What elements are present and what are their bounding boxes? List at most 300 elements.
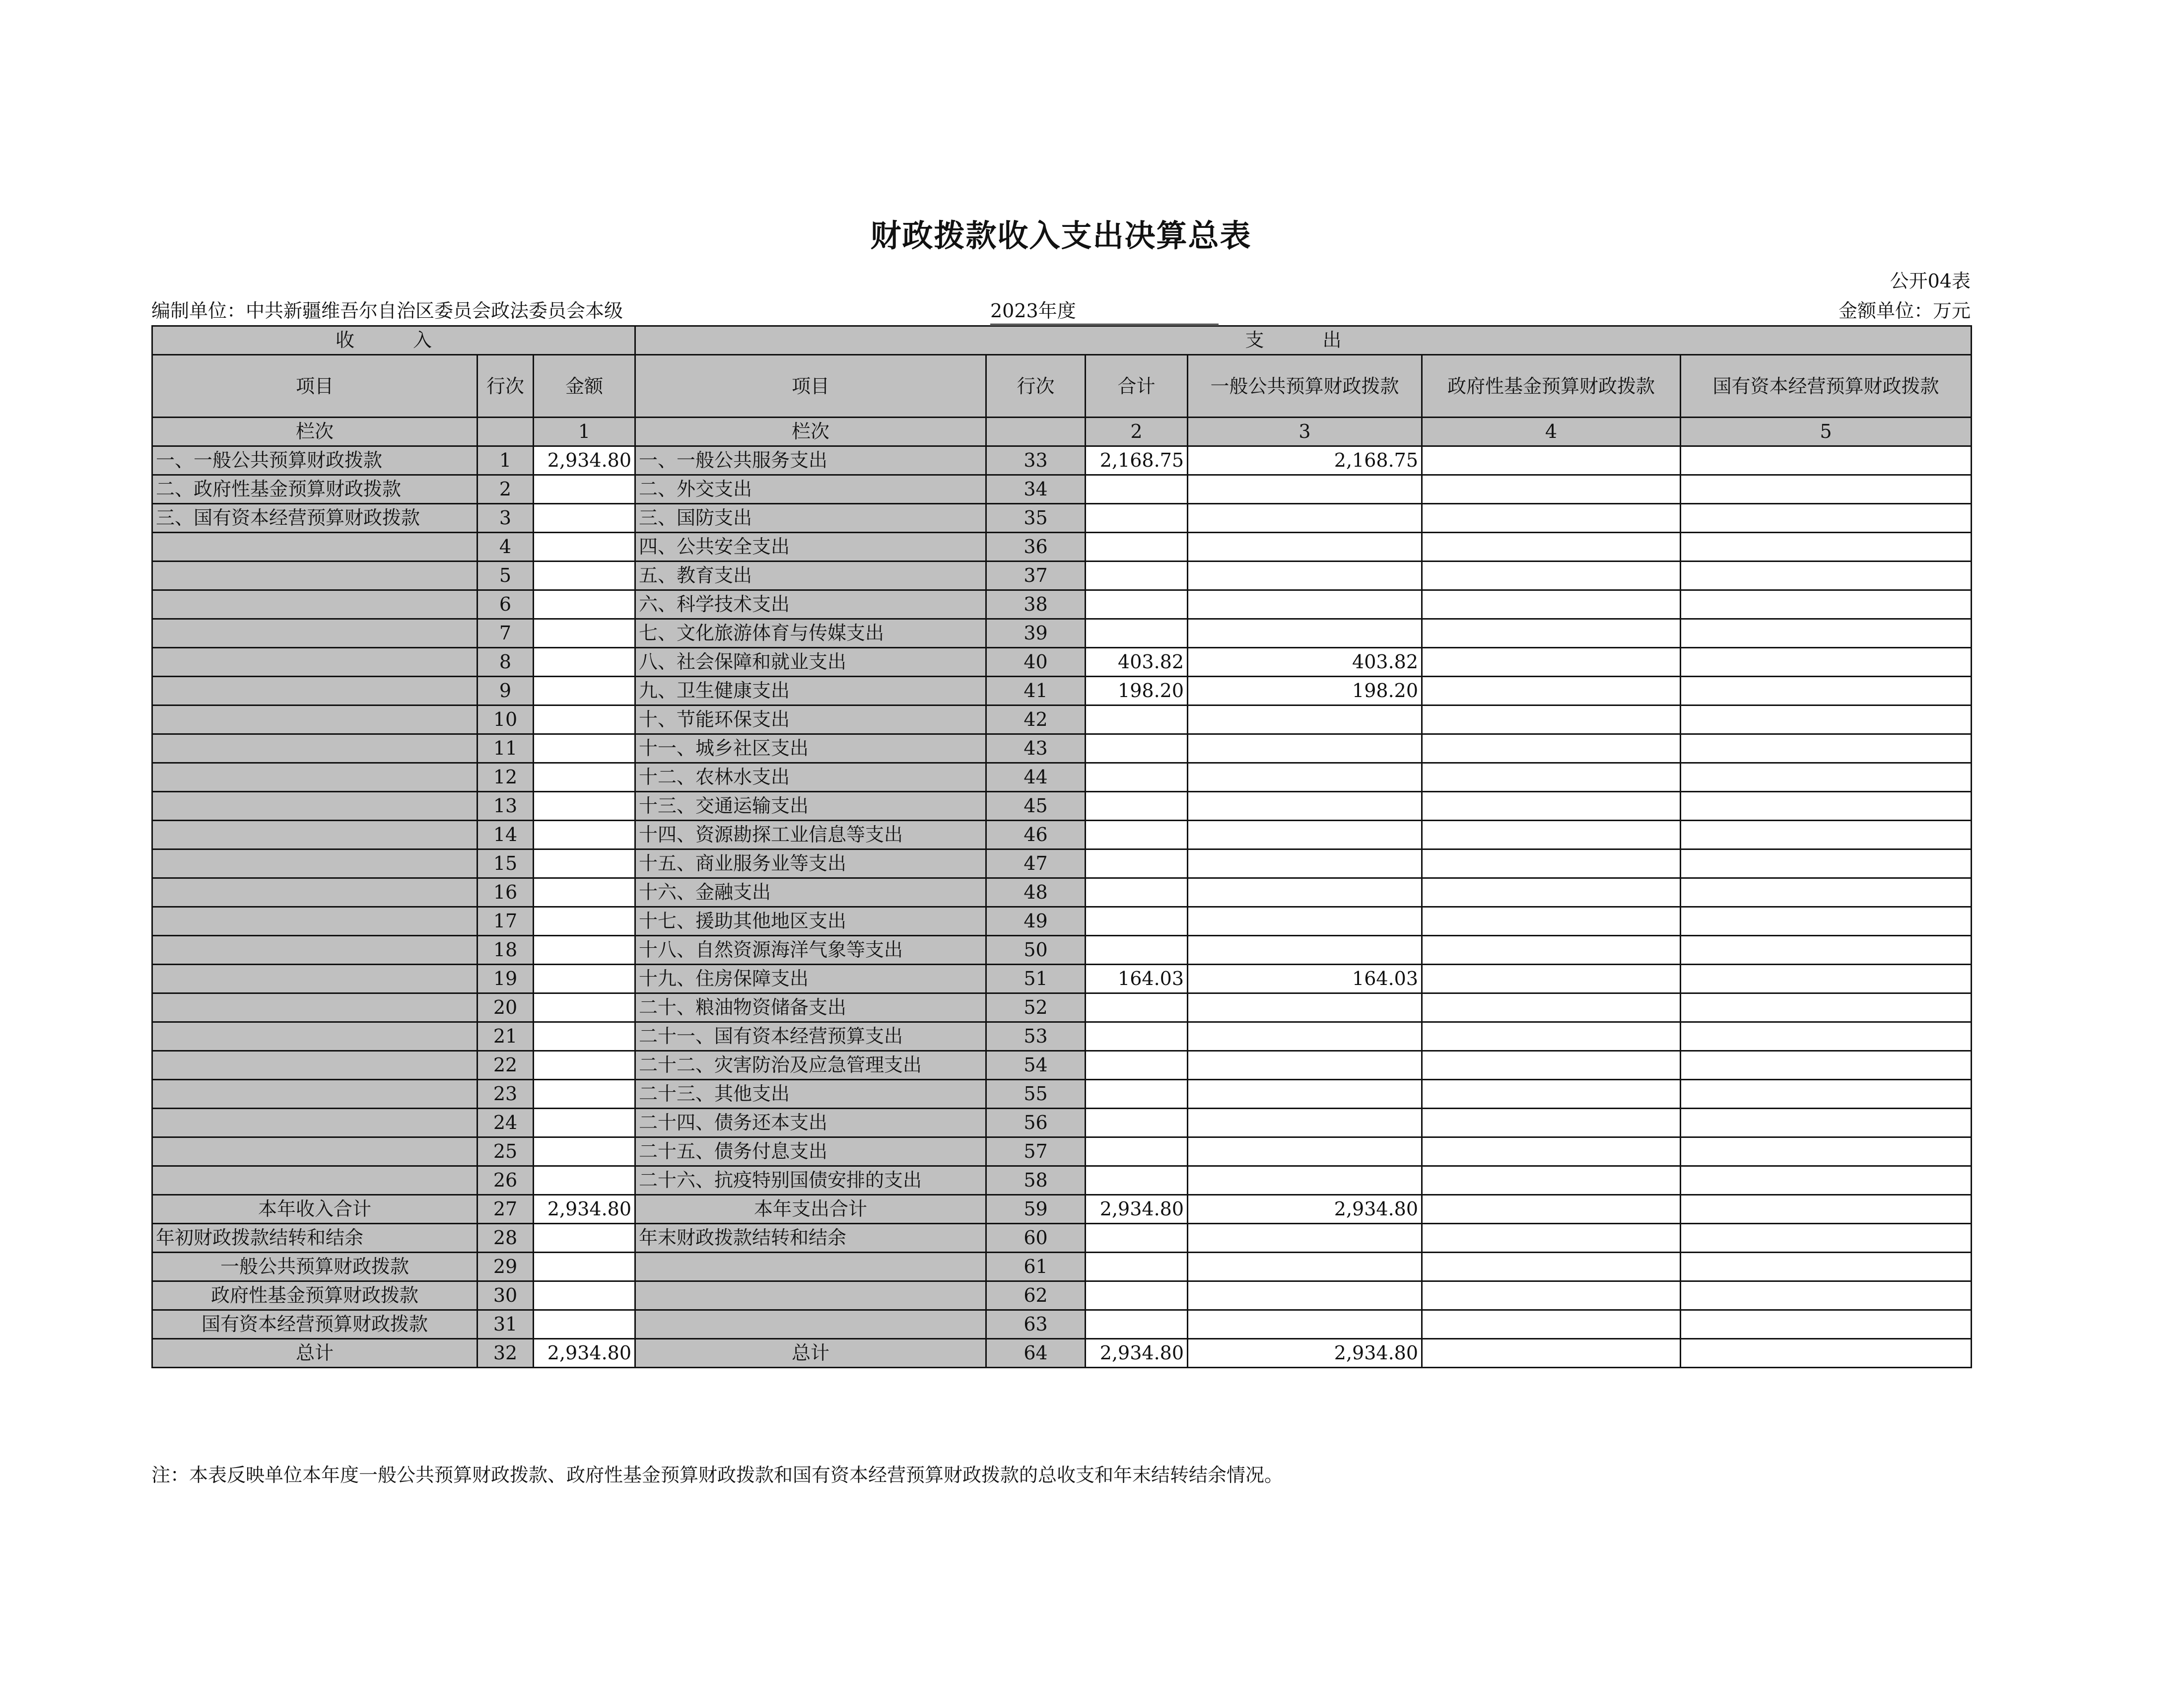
expense-line-no: 45 — [986, 792, 1086, 821]
state-capital-amount — [1681, 821, 1972, 849]
expense-item: 二十二、灾害防治及应急管理支出 — [635, 1051, 986, 1080]
expense-item: 十一、城乡社区支出 — [635, 734, 986, 763]
state-capital-amount — [1681, 936, 1972, 965]
state-capital-amount — [1681, 504, 1972, 533]
table-row — [152, 734, 1972, 763]
state-capital-amount — [1681, 1137, 1972, 1166]
expense-line-no: 37 — [986, 562, 1086, 590]
income-amount — [534, 878, 635, 907]
expense-total — [1086, 1137, 1188, 1166]
income-item — [152, 993, 478, 1022]
expense-line-no: 56 — [986, 1109, 1086, 1137]
expense-total — [1086, 792, 1188, 821]
income-item: 一、一般公共预算财政拨款 — [152, 446, 478, 475]
income-amount — [534, 734, 635, 763]
table-row — [152, 878, 1972, 907]
header-row-group — [152, 326, 1972, 355]
gov-fund-amount — [1422, 1166, 1681, 1195]
gov-fund-amount — [1422, 1224, 1681, 1253]
income-line-no: 26 — [478, 1166, 534, 1195]
income-line-no: 7 — [478, 619, 534, 648]
expense-item: 三、国防支出 — [635, 504, 986, 533]
expense-total — [1086, 1166, 1188, 1195]
table-row — [152, 562, 1972, 590]
expense-total — [1086, 734, 1188, 763]
table-row — [152, 705, 1972, 734]
income-item: 年初财政拨款结转和结余 — [152, 1224, 478, 1253]
income-item — [152, 907, 478, 936]
income-amount — [534, 1137, 635, 1166]
general-budget-amount — [1188, 590, 1422, 619]
general-budget-amount — [1188, 792, 1422, 821]
gov-fund-amount — [1422, 993, 1681, 1022]
gov-fund-amount — [1422, 907, 1681, 936]
expense-line-no: 41 — [986, 677, 1086, 705]
gov-fund-amount — [1422, 705, 1681, 734]
table-row — [152, 504, 1972, 533]
gov-fund-amount — [1422, 1253, 1681, 1281]
expense-line-no: 62 — [986, 1281, 1086, 1310]
income-amount — [534, 965, 635, 993]
expense-line-no: 50 — [986, 936, 1086, 965]
state-capital-amount — [1681, 1166, 1972, 1195]
expense-total — [1086, 705, 1188, 734]
expense-item: 总计 — [635, 1339, 986, 1368]
income-amount — [534, 562, 635, 590]
general-budget-amount — [1188, 1137, 1422, 1166]
table-row — [152, 533, 1972, 562]
expense-item: 十、节能环保支出 — [635, 705, 986, 734]
general-budget-amount: 164.03 — [1188, 965, 1422, 993]
income-amount — [534, 1253, 635, 1281]
income-line-no: 13 — [478, 792, 534, 821]
income-amount — [534, 590, 635, 619]
income-amount-header: 金额 — [534, 355, 635, 418]
expense-item: 十四、资源勘探工业信息等支出 — [635, 821, 986, 849]
state-capital-amount — [1681, 792, 1972, 821]
income-amount — [534, 475, 635, 504]
table-row — [152, 1080, 1972, 1109]
general-budget-amount: 2,168.75 — [1188, 446, 1422, 475]
col-index-2: 2 — [1086, 418, 1188, 446]
table-row — [152, 1253, 1972, 1281]
expense-line-no: 39 — [986, 619, 1086, 648]
gov-fund-amount — [1422, 792, 1681, 821]
state-capital-amount — [1681, 677, 1972, 705]
state-capital-amount — [1681, 1310, 1972, 1339]
expense-item: 十二、农林水支出 — [635, 763, 986, 792]
expense-line-no: 55 — [986, 1080, 1086, 1109]
expense-total — [1086, 878, 1188, 907]
table-row — [152, 1339, 1972, 1368]
expense-total — [1086, 590, 1188, 619]
state-capital-amount — [1681, 1253, 1972, 1281]
expense-header: 支 出 — [635, 326, 1972, 355]
expense-line-no: 60 — [986, 1224, 1086, 1253]
expense-item: 六、科学技术支出 — [635, 590, 986, 619]
expense-item: 一、一般公共服务支出 — [635, 446, 986, 475]
general-budget-header: 一般公共预算财政拨款 — [1188, 355, 1422, 418]
income-item — [152, 1109, 478, 1137]
income-line-no: 21 — [478, 1022, 534, 1051]
gov-fund-amount — [1422, 1195, 1681, 1224]
general-budget-amount — [1188, 907, 1422, 936]
expense-line-no: 63 — [986, 1310, 1086, 1339]
income-line-no: 25 — [478, 1137, 534, 1166]
expense-line-no: 52 — [986, 993, 1086, 1022]
table-row — [152, 1051, 1972, 1080]
expense-item: 十九、住房保障支出 — [635, 965, 986, 993]
general-budget-amount — [1188, 1281, 1422, 1310]
total-header: 合计 — [1086, 355, 1188, 418]
header-row-columns — [152, 355, 1972, 418]
income-line-no: 3 — [478, 504, 534, 533]
col-index-4: 4 — [1422, 418, 1681, 446]
expense-total — [1086, 1051, 1188, 1080]
gov-fund-amount — [1422, 475, 1681, 504]
income-item — [152, 533, 478, 562]
general-budget-amount: 2,934.80 — [1188, 1195, 1422, 1224]
income-amount: 2,934.80 — [534, 1195, 635, 1224]
state-capital-amount — [1681, 705, 1972, 734]
fiscal-year: 2023年度 — [990, 295, 1219, 325]
state-capital-amount — [1681, 648, 1972, 677]
income-line-no: 24 — [478, 1109, 534, 1137]
income-item: 总计 — [152, 1339, 478, 1368]
gov-fund-amount — [1422, 590, 1681, 619]
income-line-no: 31 — [478, 1310, 534, 1339]
general-budget-amount: 403.82 — [1188, 648, 1422, 677]
table-row — [152, 936, 1972, 965]
general-budget-amount — [1188, 878, 1422, 907]
expense-line-no: 43 — [986, 734, 1086, 763]
state-capital-amount — [1681, 878, 1972, 907]
income-amount — [534, 619, 635, 648]
income-item — [152, 1080, 478, 1109]
gov-fund-amount — [1422, 1022, 1681, 1051]
income-item — [152, 619, 478, 648]
form-number: 公开04表 — [1890, 270, 1971, 292]
income-line-no: 22 — [478, 1051, 534, 1080]
expense-line-no: 49 — [986, 907, 1086, 936]
state-capital-amount — [1681, 475, 1972, 504]
general-budget-amount — [1188, 1022, 1422, 1051]
col-index-3: 3 — [1188, 418, 1422, 446]
expense-line-no: 48 — [986, 878, 1086, 907]
general-budget-amount — [1188, 849, 1422, 878]
expense-item: 年末财政拨款结转和结余 — [635, 1224, 986, 1253]
income-line-no: 8 — [478, 648, 534, 677]
table-row — [152, 792, 1972, 821]
general-budget-amount — [1188, 475, 1422, 504]
state-capital-amount — [1681, 1224, 1972, 1253]
expense-item: 七、文化旅游体育与传媒支出 — [635, 619, 986, 648]
table-row — [152, 821, 1972, 849]
gov-fund-amount — [1422, 648, 1681, 677]
expense-total — [1086, 821, 1188, 849]
state-capital-amount — [1681, 993, 1972, 1022]
income-col-label: 栏次 — [152, 418, 478, 446]
table-row — [152, 648, 1972, 677]
expense-total — [1086, 475, 1188, 504]
gov-fund-amount — [1422, 821, 1681, 849]
expense-line-no: 46 — [986, 821, 1086, 849]
income-item — [152, 792, 478, 821]
income-item — [152, 705, 478, 734]
general-budget-amount — [1188, 936, 1422, 965]
income-item — [152, 734, 478, 763]
general-budget-amount — [1188, 562, 1422, 590]
income-line-no: 2 — [478, 475, 534, 504]
income-amount — [534, 907, 635, 936]
expense-total — [1086, 936, 1188, 965]
income-line-no: 23 — [478, 1080, 534, 1109]
expense-total — [1086, 907, 1188, 936]
expense-line-no: 34 — [986, 475, 1086, 504]
expense-total: 164.03 — [1086, 965, 1188, 993]
expense-line-no: 33 — [986, 446, 1086, 475]
gov-fund-amount — [1422, 965, 1681, 993]
state-capital-amount — [1681, 763, 1972, 792]
income-line-no: 14 — [478, 821, 534, 849]
state-capital-amount — [1681, 907, 1972, 936]
income-amount — [534, 849, 635, 878]
expense-line-header: 行次 — [986, 355, 1086, 418]
income-amount: 2,934.80 — [534, 1339, 635, 1368]
income-item — [152, 1022, 478, 1051]
expense-item — [635, 1310, 986, 1339]
income-item — [152, 936, 478, 965]
income-amount — [534, 648, 635, 677]
state-capital-header: 国有资本经营预算财政拨款 — [1681, 355, 1972, 418]
income-line-no: 28 — [478, 1224, 534, 1253]
expense-item — [635, 1253, 986, 1281]
table-row — [152, 446, 1972, 475]
table-row — [152, 619, 1972, 648]
income-line-no: 27 — [478, 1195, 534, 1224]
income-amount — [534, 1166, 635, 1195]
table-row — [152, 1166, 1972, 1195]
table-row — [152, 475, 1972, 504]
general-budget-amount — [1188, 1109, 1422, 1137]
expense-item: 二十三、其他支出 — [635, 1080, 986, 1109]
gov-fund-amount — [1422, 734, 1681, 763]
expense-line-no: 61 — [986, 1253, 1086, 1281]
expense-line-no: 64 — [986, 1339, 1086, 1368]
col-index-5: 5 — [1681, 418, 1972, 446]
income-amount — [534, 705, 635, 734]
gov-fund-amount — [1422, 619, 1681, 648]
general-budget-amount — [1188, 1051, 1422, 1080]
expense-line-no: 38 — [986, 590, 1086, 619]
expense-total: 198.20 — [1086, 677, 1188, 705]
income-item — [152, 849, 478, 878]
general-budget-amount: 2,934.80 — [1188, 1339, 1422, 1368]
income-item — [152, 763, 478, 792]
income-item — [152, 1051, 478, 1080]
income-line-no: 6 — [478, 590, 534, 619]
expense-line-no: 54 — [986, 1051, 1086, 1080]
income-line-no: 9 — [478, 677, 534, 705]
income-item — [152, 648, 478, 677]
income-amount — [534, 533, 635, 562]
gov-fund-amount — [1422, 1109, 1681, 1137]
expense-line-no: 42 — [986, 705, 1086, 734]
expense-line-no: 35 — [986, 504, 1086, 533]
gov-fund-amount — [1422, 1051, 1681, 1080]
expense-line-no: 59 — [986, 1195, 1086, 1224]
income-line-no: 20 — [478, 993, 534, 1022]
table-body — [152, 446, 1972, 1368]
expense-total — [1086, 1022, 1188, 1051]
income-item: 政府性基金预算财政拨款 — [152, 1281, 478, 1310]
state-capital-amount — [1681, 734, 1972, 763]
table-row — [152, 907, 1972, 936]
table-row — [152, 1137, 1972, 1166]
income-item — [152, 1137, 478, 1166]
expense-line-no: 44 — [986, 763, 1086, 792]
income-amount — [534, 936, 635, 965]
gov-fund-amount — [1422, 533, 1681, 562]
income-line-no: 4 — [478, 533, 534, 562]
general-budget-amount — [1188, 533, 1422, 562]
expense-total — [1086, 1224, 1188, 1253]
income-amount — [534, 504, 635, 533]
income-item — [152, 878, 478, 907]
money-unit: 金额单位：万元 — [1838, 300, 1971, 322]
expense-item: 二十五、债务付息支出 — [635, 1137, 986, 1166]
state-capital-amount — [1681, 849, 1972, 878]
expense-item: 十三、交通运输支出 — [635, 792, 986, 821]
income-line-no: 18 — [478, 936, 534, 965]
table-row — [152, 965, 1972, 993]
expense-total — [1086, 1109, 1188, 1137]
expense-item: 十六、金融支出 — [635, 878, 986, 907]
state-capital-amount — [1681, 1109, 1972, 1137]
expense-total — [1086, 504, 1188, 533]
footnote: 注：本表反映单位本年度一般公共预算财政拨款、政府性基金预算财政拨款和国有资本经营预算财政拨款的总收支和年末结转结余情况。 — [151, 1464, 1284, 1486]
expense-line-no: 47 — [986, 849, 1086, 878]
unit-name: 编制单位：中共新疆维吾尔自治区委员会政法委员会本级 — [151, 300, 623, 322]
expense-total — [1086, 533, 1188, 562]
income-amount — [534, 1080, 635, 1109]
income-item — [152, 1166, 478, 1195]
page-title: 财政拨款收入支出决算总表 — [870, 217, 1252, 254]
income-line-no: 29 — [478, 1253, 534, 1281]
income-line-no: 19 — [478, 965, 534, 993]
income-line-no: 11 — [478, 734, 534, 763]
income-amount — [534, 763, 635, 792]
income-amount — [534, 677, 635, 705]
expense-total: 2,934.80 — [1086, 1195, 1188, 1224]
table-row — [152, 590, 1972, 619]
expense-item: 十五、商业服务业等支出 — [635, 849, 986, 878]
expense-total — [1086, 993, 1188, 1022]
income-amount — [534, 993, 635, 1022]
general-budget-amount — [1188, 1224, 1422, 1253]
state-capital-amount — [1681, 1022, 1972, 1051]
income-item: 国有资本经营预算财政拨款 — [152, 1310, 478, 1339]
col-index-1: 1 — [534, 418, 635, 446]
table-row — [152, 1310, 1972, 1339]
table-row — [152, 677, 1972, 705]
income-line-no: 15 — [478, 849, 534, 878]
expense-item: 十七、援助其他地区支出 — [635, 907, 986, 936]
gov-fund-amount — [1422, 562, 1681, 590]
state-capital-amount — [1681, 1195, 1972, 1224]
expense-col-label: 栏次 — [635, 418, 986, 446]
income-line-no: 17 — [478, 907, 534, 936]
gov-fund-amount — [1422, 1310, 1681, 1339]
state-capital-amount — [1681, 619, 1972, 648]
gov-fund-amount — [1422, 446, 1681, 475]
income-header: 收 入 — [152, 326, 635, 355]
general-budget-amount — [1188, 734, 1422, 763]
expense-item: 五、教育支出 — [635, 562, 986, 590]
expense-total — [1086, 619, 1188, 648]
header-row-col-index — [152, 418, 1972, 446]
state-capital-amount — [1681, 1281, 1972, 1310]
income-amount — [534, 1310, 635, 1339]
expense-line-no: 57 — [986, 1137, 1086, 1166]
expense-total — [1086, 1253, 1188, 1281]
gov-fund-amount — [1422, 763, 1681, 792]
expense-item: 四、公共安全支出 — [635, 533, 986, 562]
income-item: 一般公共预算财政拨款 — [152, 1253, 478, 1281]
income-item: 二、政府性基金预算财政拨款 — [152, 475, 478, 504]
income-item — [152, 562, 478, 590]
income-line-no: 10 — [478, 705, 534, 734]
state-capital-amount — [1681, 590, 1972, 619]
table-row — [152, 1281, 1972, 1310]
income-item — [152, 590, 478, 619]
gov-fund-amount — [1422, 936, 1681, 965]
gov-fund-amount — [1422, 1080, 1681, 1109]
expense-line-no: 36 — [986, 533, 1086, 562]
expense-item — [635, 1281, 986, 1310]
gov-fund-amount — [1422, 504, 1681, 533]
general-budget-amount — [1188, 1080, 1422, 1109]
expense-item: 二、外交支出 — [635, 475, 986, 504]
general-budget-amount — [1188, 1253, 1422, 1281]
table-row — [152, 1195, 1972, 1224]
gov-fund-amount — [1422, 677, 1681, 705]
expense-item: 二十、粮油物资储备支出 — [635, 993, 986, 1022]
table-row — [152, 849, 1972, 878]
income-item-header: 项目 — [152, 355, 478, 418]
state-capital-amount — [1681, 562, 1972, 590]
income-amount — [534, 792, 635, 821]
expense-total — [1086, 849, 1188, 878]
expense-total: 403.82 — [1086, 648, 1188, 677]
general-budget-amount — [1188, 1310, 1422, 1339]
general-budget-amount — [1188, 763, 1422, 792]
expense-total — [1086, 562, 1188, 590]
general-budget-amount — [1188, 619, 1422, 648]
income-line-no: 32 — [478, 1339, 534, 1368]
expense-item: 十八、自然资源海洋气象等支出 — [635, 936, 986, 965]
gov-fund-amount — [1422, 878, 1681, 907]
expense-item-header: 项目 — [635, 355, 986, 418]
expense-line-no: 58 — [986, 1166, 1086, 1195]
budget-table — [151, 325, 1972, 1368]
gov-fund-amount — [1422, 1281, 1681, 1310]
table-row — [152, 763, 1972, 792]
expense-total — [1086, 763, 1188, 792]
general-budget-amount: 198.20 — [1188, 677, 1422, 705]
expense-total — [1086, 1281, 1188, 1310]
expense-total: 2,168.75 — [1086, 446, 1188, 475]
